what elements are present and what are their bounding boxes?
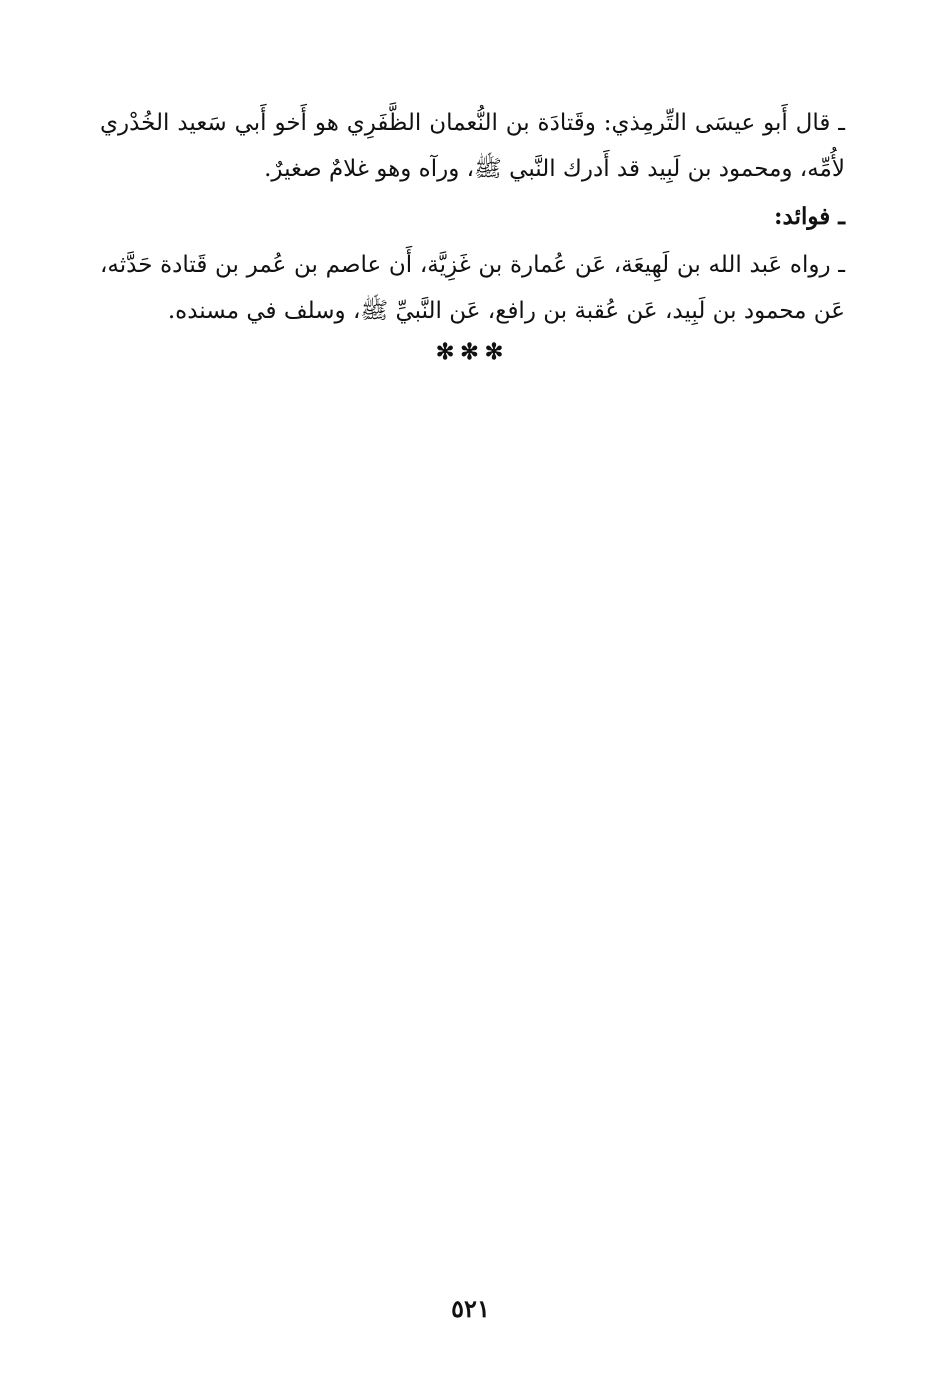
section-separator: ✻✻✻: [435, 339, 510, 365]
tirmidhi-note-paragraph: ـ قال أَبو عيسَى التِّرمِذي: وقَتادَة بن النُّعمان الظَّفَرِي هو أَخو أَبي سَعيد الخُدْري لأُمِّه، ومحمود بن لَبِيد قد أَدرك النَّبي ﷺ، ورآه وهو غلامٌ صغيرٌ.: [100, 110, 845, 182]
fawaid-paragraph: ـ رواه عَبد الله بن لَهِيعَة، عَن عُمارة بن غَزِيَّة، أَن عاصم بن عُمر بن قَتادة حَدَّثه، عَن محمود بن لَبِيد، عَن عُقبة بن رافع، عَن النَّبيِّ ﷺ، وسلف في مسنده.: [100, 252, 845, 324]
text-block: [100, 100, 845, 368]
fawaid-heading: ـ فوائد:: [774, 203, 845, 230]
page-number: ٥٢١: [451, 1294, 490, 1323]
